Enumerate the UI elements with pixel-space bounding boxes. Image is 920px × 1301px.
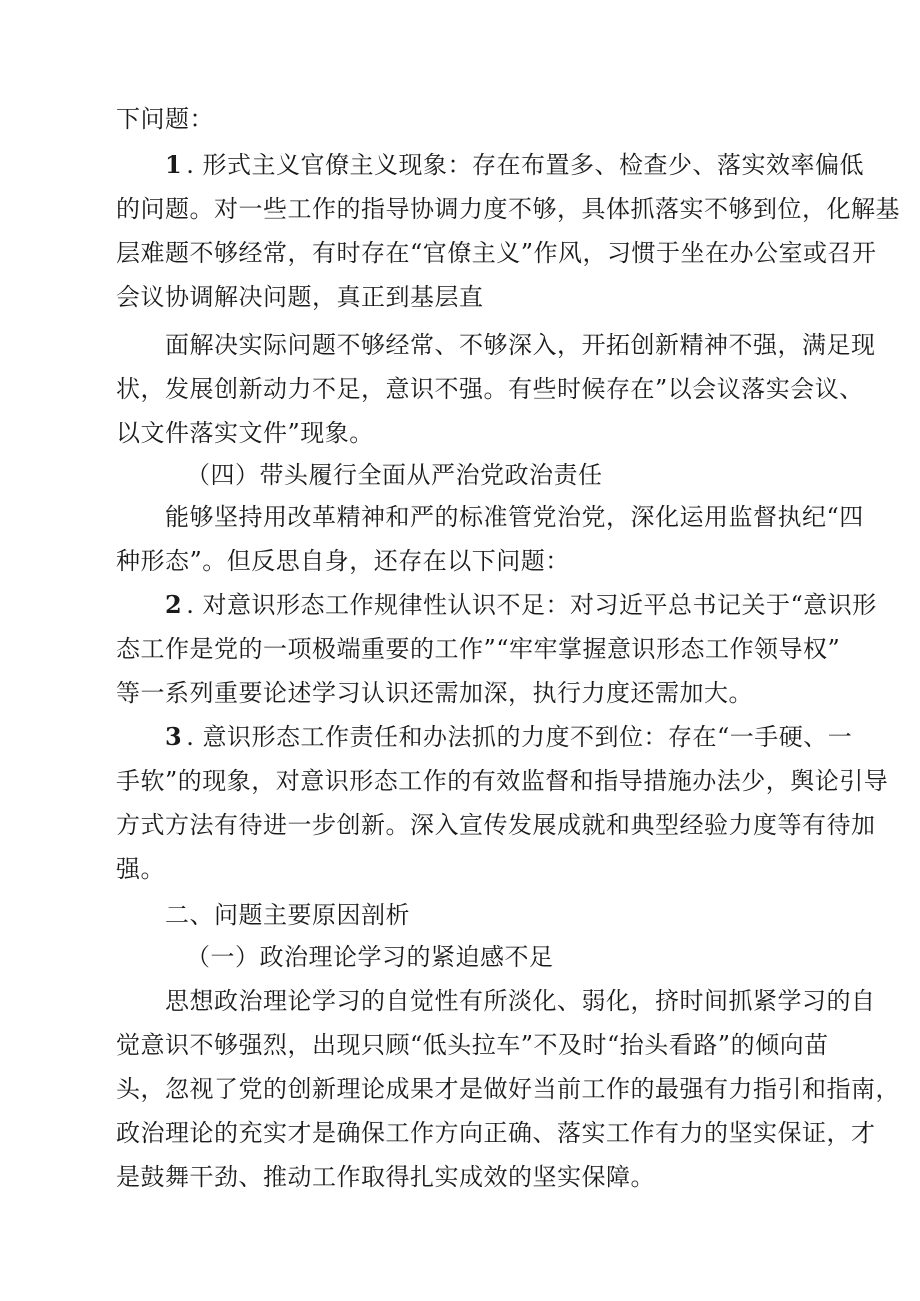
list-number: 2	[165, 590, 183, 619]
section-subheading: （四）带头履行全面从严治党政治责任	[186, 461, 603, 489]
text-line: 是鼓舞干劲、推动工作取得扎实成效的坚实保障。	[116, 1163, 655, 1191]
list-item-text: . 对意识形态工作规律性认识不足：对习近平总书记关于“意识形	[186, 591, 877, 619]
text-line: 政治理论的充实才是确保工作方向正确、落实工作有力的坚实保证，才	[116, 1119, 876, 1147]
list-item-1	[165, 150, 864, 180]
text-line: 的问题。对一些工作的指导协调力度不够，具体抓落实不够到位，化解基	[116, 195, 900, 223]
text-line: 强。	[116, 855, 165, 883]
list-number: 3	[165, 722, 183, 751]
text-line: 种形态”。但反思自身，还存在以下问题：	[116, 547, 570, 575]
text-line: 面解决实际问题不够经常、不够深入，开拓创新精神不强，满足现	[165, 331, 876, 359]
list-item-text: . 形式主义官僚主义现象：存在布置多、检查少、落实效率偏低	[186, 151, 864, 179]
text-line: 状，发展创新动力不足，意识不强。有些时候存在”以会议落实会议、	[116, 375, 864, 403]
text-line: 方式方法有待进一步创新。深入宣传发展成就和典型经验力度等有待加	[116, 811, 876, 839]
list-item-text: . 意识形态工作责任和办法抓的力度不到位：存在“一手硬、一	[186, 723, 853, 751]
text-line: 思想政治理论学习的自觉性有所淡化、弱化，挤时间抓紧学习的自	[165, 987, 876, 1015]
text-line: 手软”的现象，对意识形态工作的有效监督和指导措施办法少，舆论引导	[116, 767, 889, 795]
text-line: 层难题不够经常，有时存在“官僚主义”作风，习惯于坐在办公室或召开	[116, 239, 877, 267]
text-line: 能够坚持用改革精神和严的标准管党治党，深化运用监督执纪“四	[165, 503, 864, 531]
section-subheading: （一）政治理论学习的紧迫感不足	[186, 943, 554, 971]
text-line: 以文件落实文件”现象。	[116, 419, 374, 447]
list-item-2	[165, 590, 877, 620]
text-line: 头，忽视了党的创新理论成果才是做好当前工作的最强有力指引和指南，	[116, 1075, 900, 1103]
text-line: 觉意识不够强烈，出现只顾“低头拉车”不及时“抬头看路”的倾向苗	[116, 1031, 829, 1059]
text-line: 等一系列重要论述学习认识还需加深，执行力度还需加大。	[116, 679, 753, 707]
text-line: 态工作是党的一项极端重要的工作”“牢牢掌握意识形态工作领导权”	[116, 635, 841, 663]
list-item-3	[165, 722, 852, 752]
list-number: 1	[165, 150, 183, 179]
text-line: 下问题：	[116, 105, 214, 133]
text-line: 会议协调解决问题，真正到基层直	[116, 283, 484, 311]
section-heading: 二、问题主要原因剖析	[165, 901, 410, 929]
